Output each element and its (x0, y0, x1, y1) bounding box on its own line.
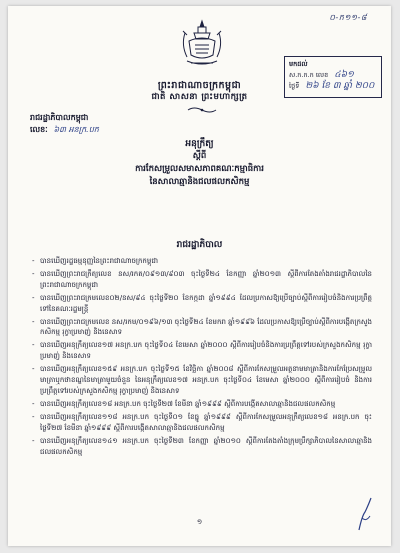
preamble-clause: - បានឃើញព្រះរាជក្រមលេខ០២/នស/៩៤ ចុះថ្ងៃទី២០ ខែកក្កដា ឆ្នាំ១៩៩៤ ដែលប្រកាសឱ្យប្រើច្បាប់ស្តីពីការរៀបចំនិងការប្រព្រឹត្តទៅនៃគណៈរដ្ឋមន្ត្រី (32, 293, 372, 315)
document-title-line-1: ការកែសម្រួលសមាសភាពគណៈកម្មាធិការ (135, 164, 264, 174)
reference-label: លេខៈ (30, 125, 48, 134)
document-title-line-2: នៃសាលាឆ្មានិងជលផលកសិកម្ម (149, 177, 250, 187)
stamp-date-label: ថ្ងៃទី (289, 82, 300, 90)
preamble-clause: - បានឃើញអនុក្រឹត្យលេខ១៨ អនក្រ.បក ចុះថ្ងៃទី២៧ ខែមីនា ឆ្នាំ១៩៩៩ ស្តីពីការបង្កើតសាលាឆ្មានិងជលផលកសិកម្ម (32, 399, 372, 410)
preamble-clause: - បានឃើញព្រះរាជក្រឹត្យលេខ នស/រកត/០៩១៣/៩០៣ ចុះថ្ងៃទី២៤ ខែកញ្ញា ឆ្នាំ២០១៣ ស្តីពីការតែងតាំងរាជរដ្ឋាភិបាលនៃព្រះរាជាណាចក្រកម្ពុជា (32, 269, 372, 291)
reference-value: ៦៣ អនក្រ.បក (53, 125, 99, 134)
preamble-clause-list (32, 256, 372, 459)
section-heading: រាជរដ្ឋាភិបាល (176, 240, 223, 250)
handwritten-number: ០-ក១១-៨ (329, 13, 367, 22)
issuing-authority: រាជរដ្ឋាភិបាលកម្ពុជា (30, 113, 89, 122)
preamble-clause: - បានឃើញអនុក្រឹត្យលេខ១១៨ អនក្រ.បក ចុះថ្ងៃទី០១ ខែធ្នូ ឆ្នាំ១៩៩៩ ស្តីពីការកែសម្រួលអនុក្រឹត្យលេខ១៨ អនក្រ.បក ចុះថ្ងៃទី២៧ ខែមីនា ឆ្នាំ១៩៩៩ ស្តីពីការបង្កើតសាលាឆ្មានិងជលផលកសិកម្ម (32, 412, 372, 434)
national-motto: ជាតិ សាសនា ព្រះមហាក្សត្រ (151, 92, 248, 102)
stamp-number-value: ៤៦១ (334, 70, 354, 80)
preamble-clause: - បានឃើញរដ្ឋធម្មនុញ្ញនៃព្រះរាជាណាចក្រកម្ពុជា (32, 256, 372, 267)
preamble-clause: - បានឃើញអនុក្រឹត្យលេខ១៤១ អនក្រ.បក ចុះថ្ងៃទី២៣ ខែកញ្ញា ឆ្នាំ២០១០ ស្តីពីការតែងតាំងក្រុមប្រឹក្សាភិបាលនៃសាលាឆ្មានិងជលផលកសិកម្ម (32, 436, 372, 458)
reference-number (30, 124, 99, 136)
preamble-clause: - បានឃើញអនុក្រឹត្យលេខ១៥៩ អនក្រ.បក ចុះថ្ងៃទី១៥ ខែវិច្ឆិកា ឆ្នាំ២០០៨ ស្តីពីការកែសម្រួលអត្ថនាមមាត្រានិងការកែប្រែសម្រួលមាត្រាឬកថាខណ្ឌនៃមាត្រាមួយចំនួន នៃអនុក្រឹត្យលេខ១៧ អនក្រ.បក ចុះថ្ងៃទី០៤ ខែមេសា ឆ្នាំ២០០០ ស្តីពីការរៀបចំ និងការប្រព្រឹត្តទៅរបស់ក្រសួងកសិកម្ម រុក្ខាប្រមាញ់ និងនេសាទ (32, 364, 372, 397)
stamp-label: មកដល់ (289, 60, 308, 68)
page-number: ១ (196, 518, 203, 526)
stamp-number-label: ស.ក.ក.ក លេខ (289, 71, 329, 79)
ornament-divider-icon (186, 106, 218, 114)
kingdom-heading: ព្រះរាជាណាចក្រកម្ពុជា (157, 80, 242, 91)
stamp-date-value: ២៦ ខែ ៣ ឆ្នាំ ២០០ (305, 81, 375, 91)
preamble-clause: - បានឃើញព្រះរាជក្រមលេខ នស/រកម/០១៩៦/១៣ ចុះថ្ងៃទី២៤ ខែមករា ឆ្នាំ១៩៩៦ ដែលប្រកាសឱ្យប្រើច្បាប់ស្តីពីការបង្កើតក្រសួងកសិកម្ម រុក្ខាប្រមាញ់ និងនេសាទ (32, 317, 372, 339)
preamble-clause: - បានឃើញអនុក្រឹត្យលេខ១៧ អនក្រ.បក ចុះថ្ងៃទី០៤ ខែមេសា ឆ្នាំ២០០០ ស្តីពីការរៀបចំនិងការប្រព្រឹត្តទៅរបស់ក្រសួងកសិកម្ម រុក្ខាប្រមាញ់ និងនេសាទ (32, 340, 372, 362)
document-page (8, 6, 391, 546)
document-type: អនុក្រឹត្យ (185, 139, 214, 149)
royal-emblem-icon (179, 19, 225, 67)
regarding-label: ស្តីពី (192, 151, 207, 161)
